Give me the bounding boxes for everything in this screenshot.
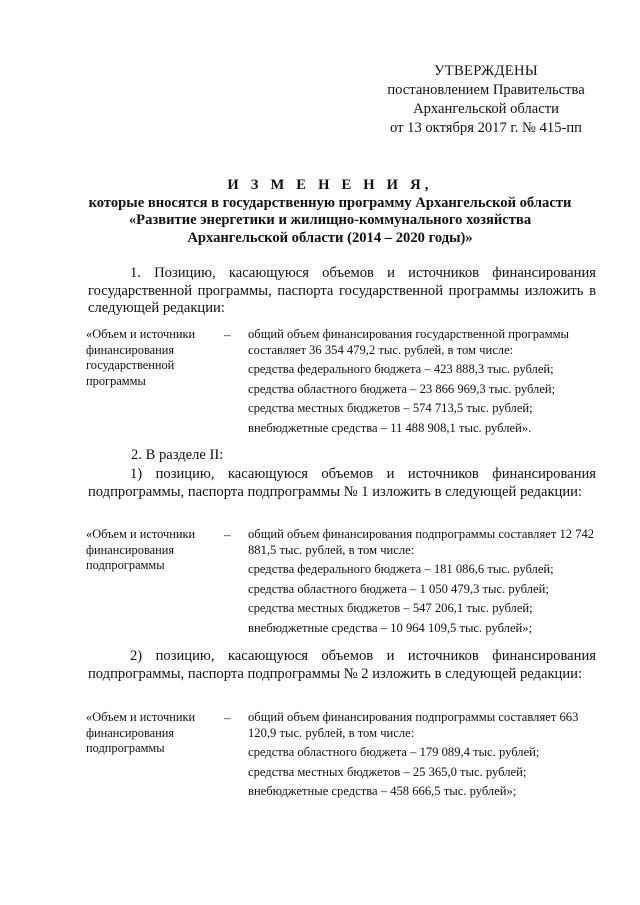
table-row: средства областного бюджета – 1 050 479,3 тыс. рублей; — [248, 581, 549, 596]
table-row: средства местных бюджетов – 574 713,5 тыс. рублей; — [248, 401, 533, 415]
title-line: Архангельской области (2014 – 2020 годы)» — [187, 229, 473, 246]
approval-title: УТВЕРЖДЕНЫ — [434, 63, 538, 79]
table-row: средства федерального бюджета – 423 888,3 тыс. рублей; — [248, 362, 554, 376]
table-row: общий объем финансирования подпрограммы составляет 663 120,9 тыс. рублей, в том числе: — [248, 710, 579, 740]
table-label: «Объем и источники финансирования государственной программы — [86, 327, 196, 388]
item-2-1-paragraph: 1) позицию, касающуюся объемов и источников финансирования подпрограммы, паспорта подпрограммы № 1 изложить в следующей редакции: — [88, 466, 596, 500]
table-values — [248, 327, 596, 436]
approval-line: постановлением Правительства — [387, 82, 585, 98]
item-1-paragraph: 1. Позицию, касающуюся объемов и источников финансирования государственной программы, паспорта государственной программы изложить в следующей редакции: — [88, 265, 596, 317]
table-row: внебюджетные средства – 11 488 908,1 тыс. рублей». — [248, 420, 532, 435]
table-row: внебюджетные средства – 10 964 109,5 тыс. рублей»; — [248, 620, 533, 635]
table-row: внебюджетные средства – 458 666,5 тыс. рублей»; — [248, 784, 517, 798]
table-row: средства местных бюджетов – 547 206,1 тыс. рублей; — [248, 601, 533, 615]
table-row: средства федерального бюджета – 181 086,6 тыс. рублей; — [248, 562, 554, 576]
table-label: «Объем и источники финансирования подпрограммы — [86, 527, 196, 572]
title-heading: И З М Е Н Е Н И Я, — [227, 177, 433, 193]
table-values — [248, 527, 596, 636]
approval-stamp — [376, 62, 596, 138]
approval-date: от 13 октября 2017 г. № 415-пп — [390, 120, 582, 136]
table-row: общий объем финансирования государственной программы составляет 36 354 479,2 тыс. рублей, в том числе: — [248, 327, 570, 357]
title-line: «Развитие энергетики и жилищно-коммунального хозяйства — [128, 212, 532, 228]
item-2-heading: 2. В разделе II: — [131, 447, 224, 463]
table-dash: – — [224, 710, 231, 725]
table-row: средства областного бюджета – 23 866 969,3 тыс. рублей; — [248, 381, 556, 396]
table-label: «Объем и источники финансирования подпрограммы — [86, 710, 196, 755]
table-row: общий объем финансирования подпрограммы составляет 12 742 881,5 тыс. рублей, в том числе: — [248, 527, 595, 557]
table-dash: – — [224, 327, 231, 342]
table-values — [248, 710, 596, 800]
table-row: средства местных бюджетов – 25 365,0 тыс. рублей; — [248, 764, 527, 779]
table-row: средства областного бюджета – 179 089,4 тыс. рублей; — [248, 745, 540, 759]
table-dash: – — [224, 527, 231, 542]
document-title — [60, 177, 600, 247]
approval-line: Архангельской области — [413, 101, 559, 117]
item-2-2-paragraph: 2) позицию, касающуюся объемов и источников финансирования подпрограммы, паспорта подпрограммы № 2 изложить в следующей редакции: — [88, 648, 596, 682]
title-line: которые вносятся в государственную программу Архангельской области — [88, 194, 572, 211]
